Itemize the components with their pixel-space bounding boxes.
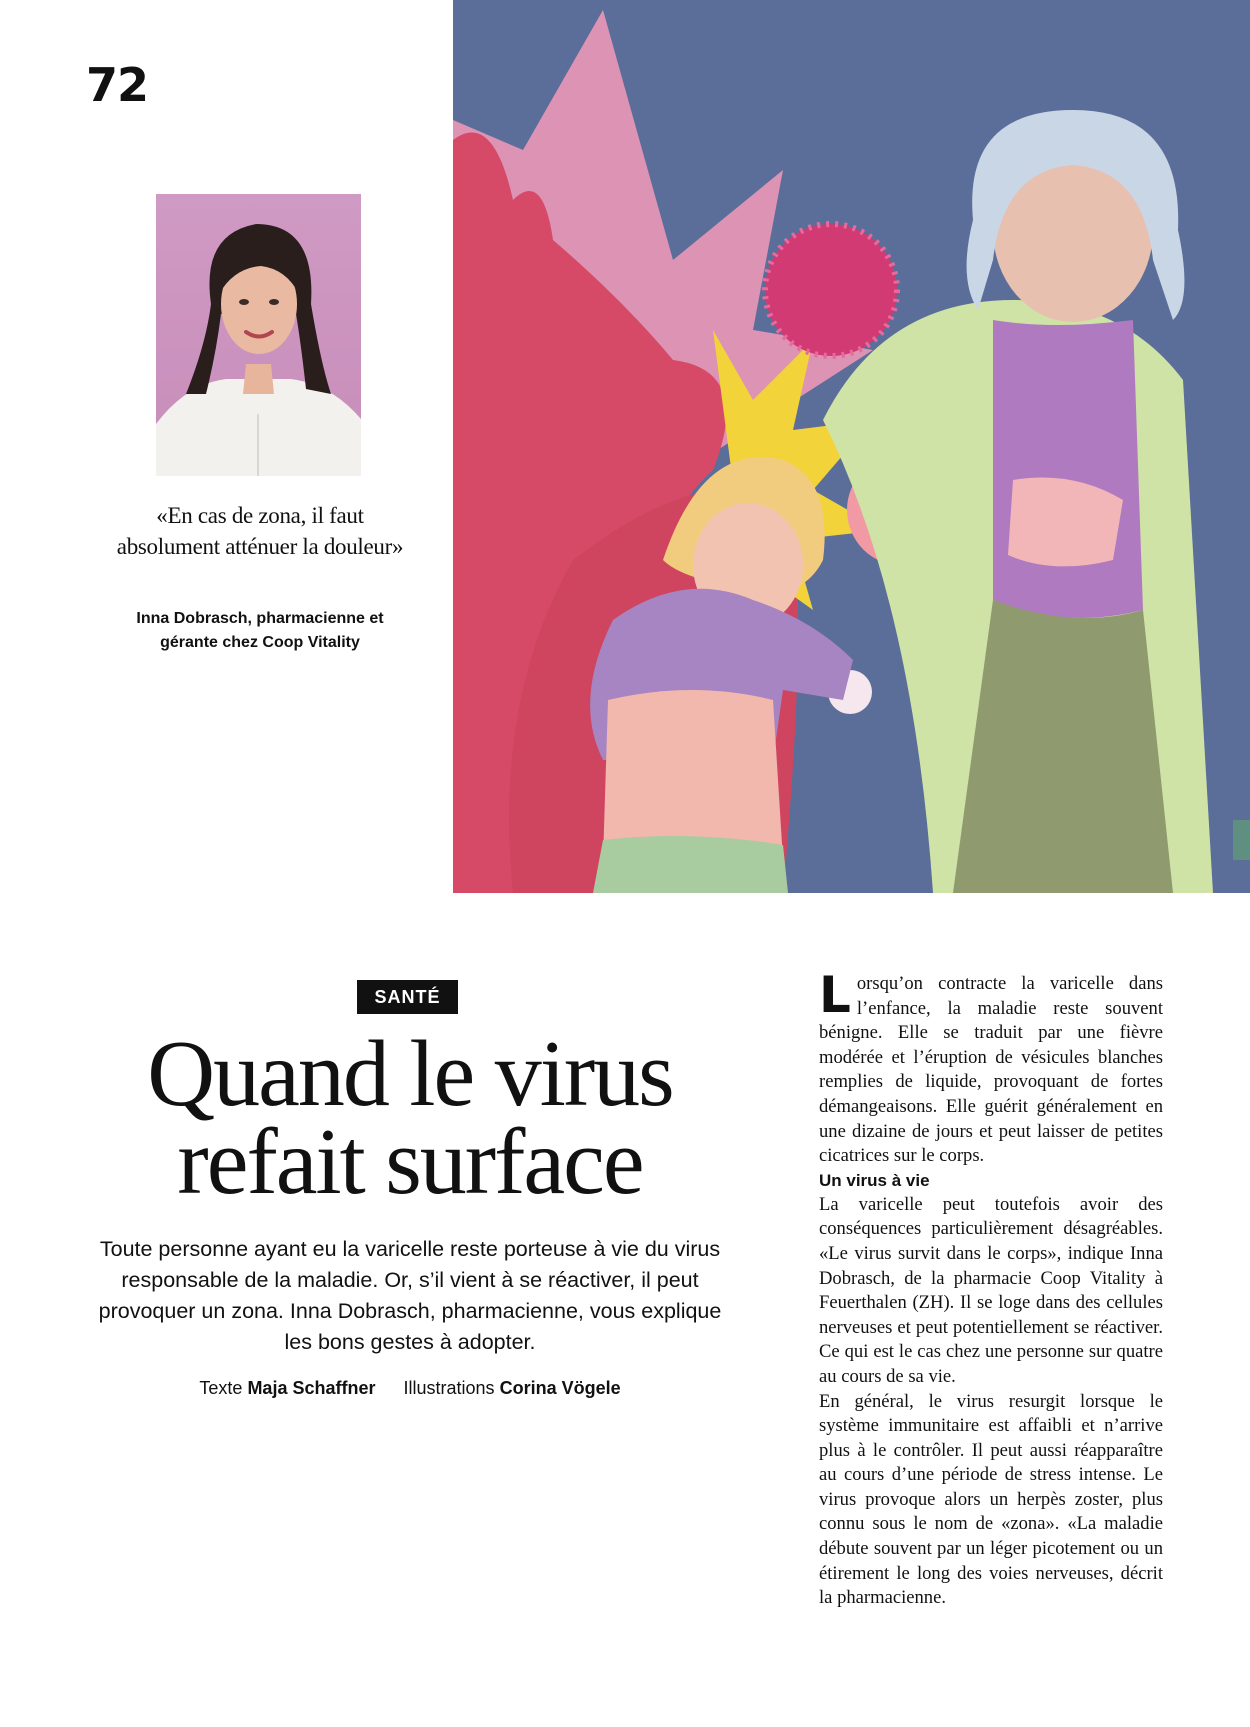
intro-paragraph — [819, 966, 1163, 1169]
virus-particle-large — [765, 224, 897, 356]
article-credits — [90, 1378, 730, 1399]
text-label: Texte — [199, 1378, 243, 1398]
author-name: Maja Schaffner — [247, 1378, 376, 1398]
portrait-figure — [156, 194, 361, 476]
shingles-illustration — [453, 0, 1250, 893]
article-lead: Toute personne ayant eu la varicelle reste porteuse à vie du virus responsable de la maladie. Or, s’il vient à se réactiver, il peut provoquer un zona. Inna Dobrasch, pharmacienne, vous explique les bons gestes à adopter. — [98, 1237, 722, 1354]
illustrator-name: Corina Vögele — [499, 1378, 621, 1398]
illustrations-label: Illustrations — [403, 1378, 495, 1398]
article-title: Quand le virus refait surface — [147, 1022, 673, 1214]
page-number: 72 — [86, 58, 149, 112]
quote-attribution: Inna Dobrasch, pharmacienne et gérante chez Coop Vitality — [136, 610, 384, 651]
article-body — [819, 966, 1163, 1611]
category-badge: SANTÉ — [357, 980, 458, 1014]
body-paragraph-2: En général, le virus resurgit lorsque le système immunitaire est affaibli et n’arrive plus à le contrôler. Il peut aussi réapparaître au cours d’une période de stress intense. Le virus provoque alors un herpès zoster, plus connu sous le nom de «zona». «La maladie débute souvent par un léger picotement ou un étirement le long des voies nerveuses, décrit la pharmacienne. — [819, 1390, 1163, 1609]
intro-text: orsqu’on contracte la varicelle dans l’enfance, la maladie reste souvent bénigne. Elle se traduit par une fièvre modérée et l’éruption de vésicules blanches remplies de liquide, provoquant de fortes démangeaisons. Elle guérit généralement en une dizaine de jours et peut laisser de petites cicatrices sur le corps. — [819, 973, 1163, 1167]
drop-cap: L — [819, 966, 851, 1024]
section-subhead: Un virus à vie — [819, 1170, 930, 1190]
body-paragraph-1: La varicelle peut toutefois avoir des conséquences particulièrement désagréables. «Le virus survit dans le corps», indique Inna Dobrasch, de la pharmacie Coop Vitality à Feuerthalen (ZH). Il se loge dans des cellules nerveuses et peut potentiellement se réactiver. Ce qui est le cas chez une personne sur quatre au cours de sa vie. — [819, 1193, 1163, 1387]
hero-illustration — [453, 0, 1250, 893]
portrait-photo — [156, 194, 361, 476]
pull-quote: «En cas de zona, il faut absolument atténuer la douleur» — [116, 503, 404, 559]
